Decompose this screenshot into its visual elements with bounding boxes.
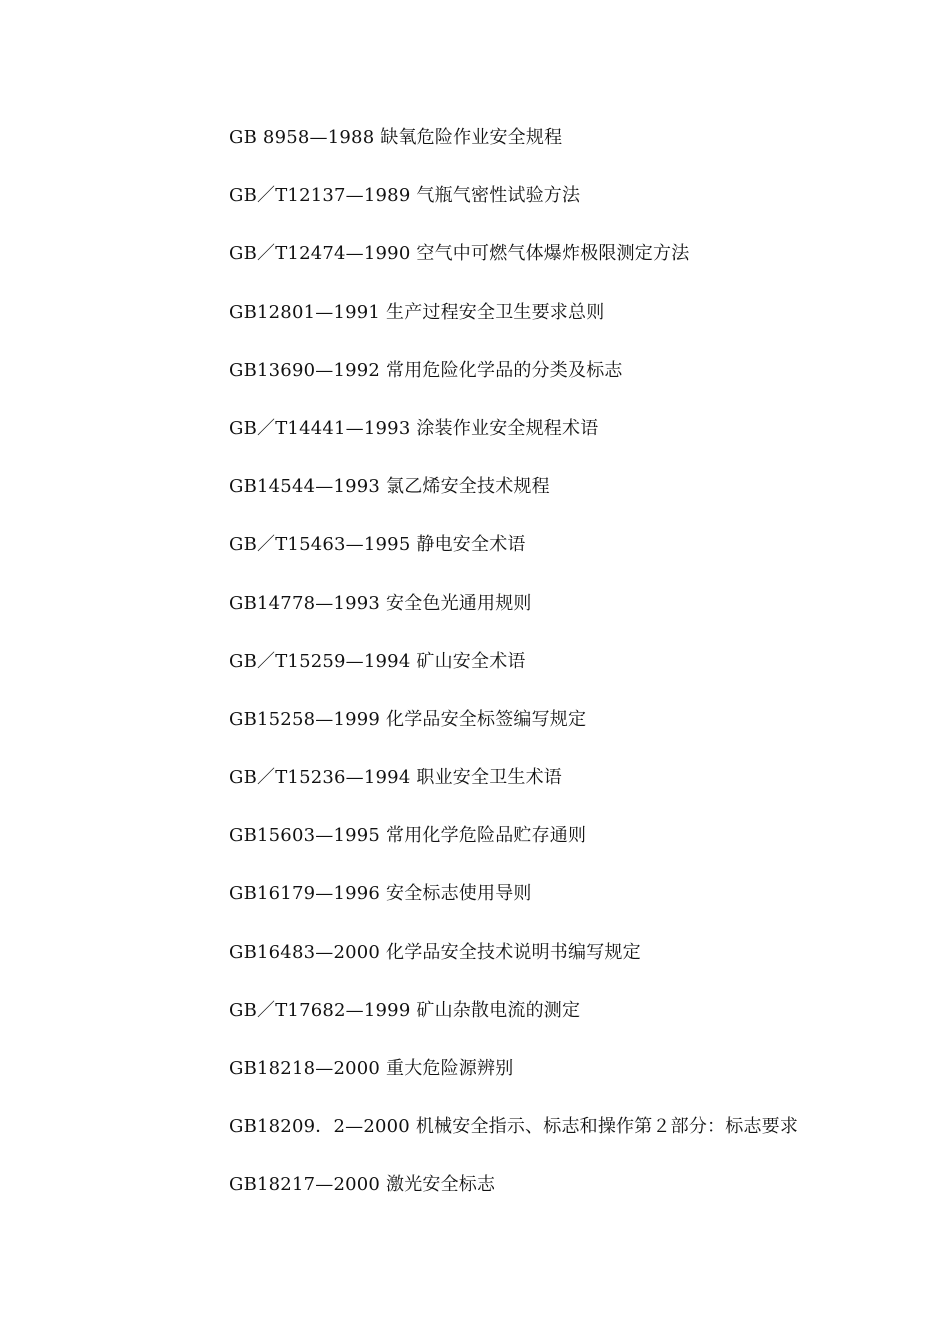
standard-item: GB／T12474—1990 空气中可燃气体爆炸极限测定方法 [229,243,690,265]
standard-item: GB／T17682—1999 矿山杂散电流的测定 [229,999,581,1021]
standard-item: GB13690—1992 常用危险化学品的分类及标志 [229,359,623,381]
standard-item: GB15603—1995 常用化学危险品贮存通则 [229,825,587,847]
standard-item: GB／T12137—1989 气瓶气密性试验方法 [229,185,581,207]
standards-list [229,124,798,1230]
standard-item: GB16179—1996 安全标志使用导则 [229,883,532,905]
standard-item: GB14544—1993 氯乙烯安全技术规程 [229,476,550,498]
standard-item: GB14778—1993 安全色光通用规则 [229,592,532,614]
standard-item: GB／T15463—1995 静电安全术语 [229,534,526,556]
standard-item: GB12801—1991 生产过程安全卫生要求总则 [229,301,605,323]
standard-item: GB15258—1999 化学品安全标签编写规定 [229,708,587,730]
standard-item: GB／T14441—1993 涂装作业安全规程术语 [229,417,599,439]
standard-item: GB18218—2000 重大危险源辨别 [229,1058,514,1079]
standard-item: GB／T15259—1994 矿山安全术语 [229,650,526,672]
standard-item: GB／T15236—1994 职业安全卫生术语 [229,767,563,789]
standard-item: GB16483—2000 化学品安全技术说明书编写规定 [229,941,641,963]
standard-item: GB 8958—1988 缺氧危险作业安全规程 [229,127,563,148]
standard-item: GB18209．2—2000 机械安全指示、标志和操作第２部分：标志要求 [229,1116,799,1138]
standard-item: GB18217—2000 激光安全标志 [229,1174,496,1196]
